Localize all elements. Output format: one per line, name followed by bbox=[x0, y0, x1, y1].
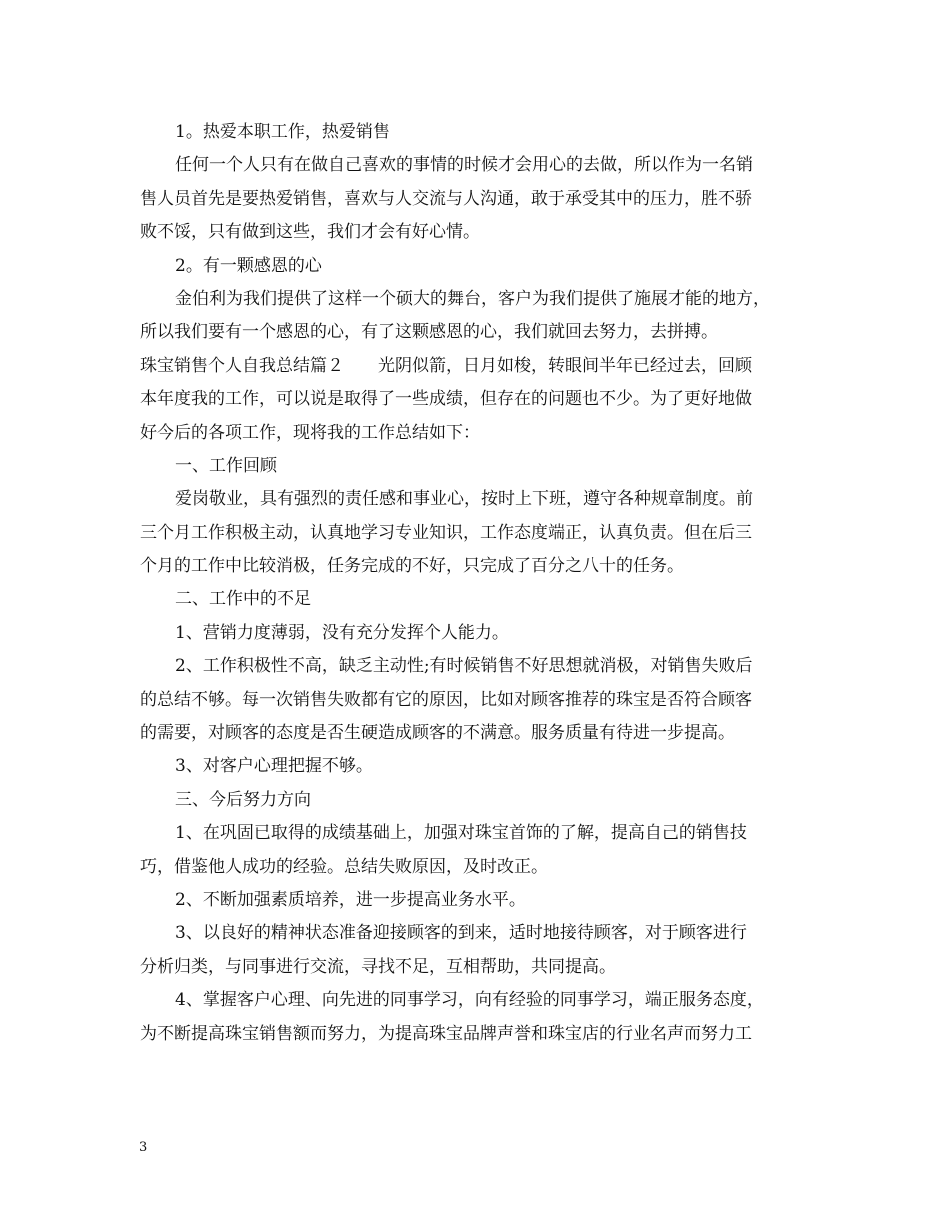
text-line: 败不馁，只有做到这些，我们才会有好心情。 bbox=[140, 222, 480, 243]
document-body bbox=[140, 116, 820, 1051]
page-number: 3 bbox=[139, 1140, 148, 1155]
text-line: 售人员首先是要热爱销售，喜欢与人交流与人沟通，敢于承受其中的压力，胜不骄 bbox=[140, 188, 752, 209]
text-line: 三、今后努力方向 bbox=[175, 789, 311, 810]
text-line: 三个月工作积极主动，认真地学习专业知识，工作态度端正，认真负责。但在后三 bbox=[140, 522, 752, 543]
text-line: 爱岗敬业，具有强烈的责任感和事业心，按时上下班，遵守各种规章制度。前 bbox=[175, 489, 753, 510]
text-line: 4、掌握客户心理、向先进的同事学习，向有经验的同事学习，端正服务态度， bbox=[175, 990, 764, 1011]
text-line: 的需要，对顾客的态度是否生硬造成顾客的不满意。服务质量有待进一步提高。 bbox=[140, 723, 735, 744]
text-line: 3、对客户心理把握不够。 bbox=[175, 756, 373, 777]
text-line: 个月的工作中比较消极，任务完成的不好，只完成了百分之八十的任务。 bbox=[140, 556, 684, 577]
text-line: 好今后的各项工作，现将我的工作总结如下： bbox=[140, 422, 480, 443]
text-line: 任何一个人只有在做自己喜欢的事情的时候才会用心的去做，所以作为一名销 bbox=[175, 155, 753, 176]
text-line: 本年度我的工作，可以说是取得了一些成绩，但存在的问题也不少。为了更好地做 bbox=[140, 389, 752, 410]
text-line: 的总结不够。每一次销售失败都有它的原因，比如对顾客推荐的珠宝是否符合顾客 bbox=[140, 689, 752, 710]
text-line: 2。有一颗感恩的心 bbox=[175, 255, 322, 276]
text-line: 2、工作积极性不高，缺乏主动性;有时候销售不好思想就消极，对销售失败后 bbox=[175, 656, 753, 677]
text-line: 1、营销力度薄弱，没有充分发挥个人能力。 bbox=[175, 622, 509, 643]
text-line: 分析归类，与同事进行交流，寻找不足，互相帮助，共同提高。 bbox=[140, 956, 616, 977]
text-line: 1。热爱本职工作，热爱销售 bbox=[175, 122, 390, 142]
text-line: 为不断提高珠宝销售额而努力，为提高珠宝品牌声誉和珠宝店的行业名声而努力工 bbox=[140, 1023, 752, 1044]
text-line: 所以我们要有一个感恩的心，有了这颗感恩的心，我们就回去努力，去拼搏。 bbox=[140, 322, 718, 343]
text-line: 1、在巩固已取得的成绩基础上，加强对珠宝首饰的了解，提高自己的销售技 bbox=[175, 823, 747, 844]
text-line: 巧，借鉴他人成功的经验。总结失败原因，及时改正。 bbox=[140, 856, 548, 877]
text-line: 3、以良好的精神状态准备迎接顾客的到来，适时地接待顾客，对于顾客进行 bbox=[175, 923, 747, 944]
text-line: 二、工作中的不足 bbox=[175, 589, 311, 610]
text-line: 一、工作回顾 bbox=[175, 455, 277, 476]
text-line: 2、不断加强素质培养，进一步提高业务水平。 bbox=[175, 889, 526, 910]
text-line: 珠宝销售个人自我总结篇２ 光阴似箭，日月如梭，转眼间半年已经过去，回顾 bbox=[140, 355, 752, 376]
text-line: 金伯利为我们提供了这样一个硕大的舞台，客户为我们提供了施展才能的地方， bbox=[175, 288, 770, 309]
